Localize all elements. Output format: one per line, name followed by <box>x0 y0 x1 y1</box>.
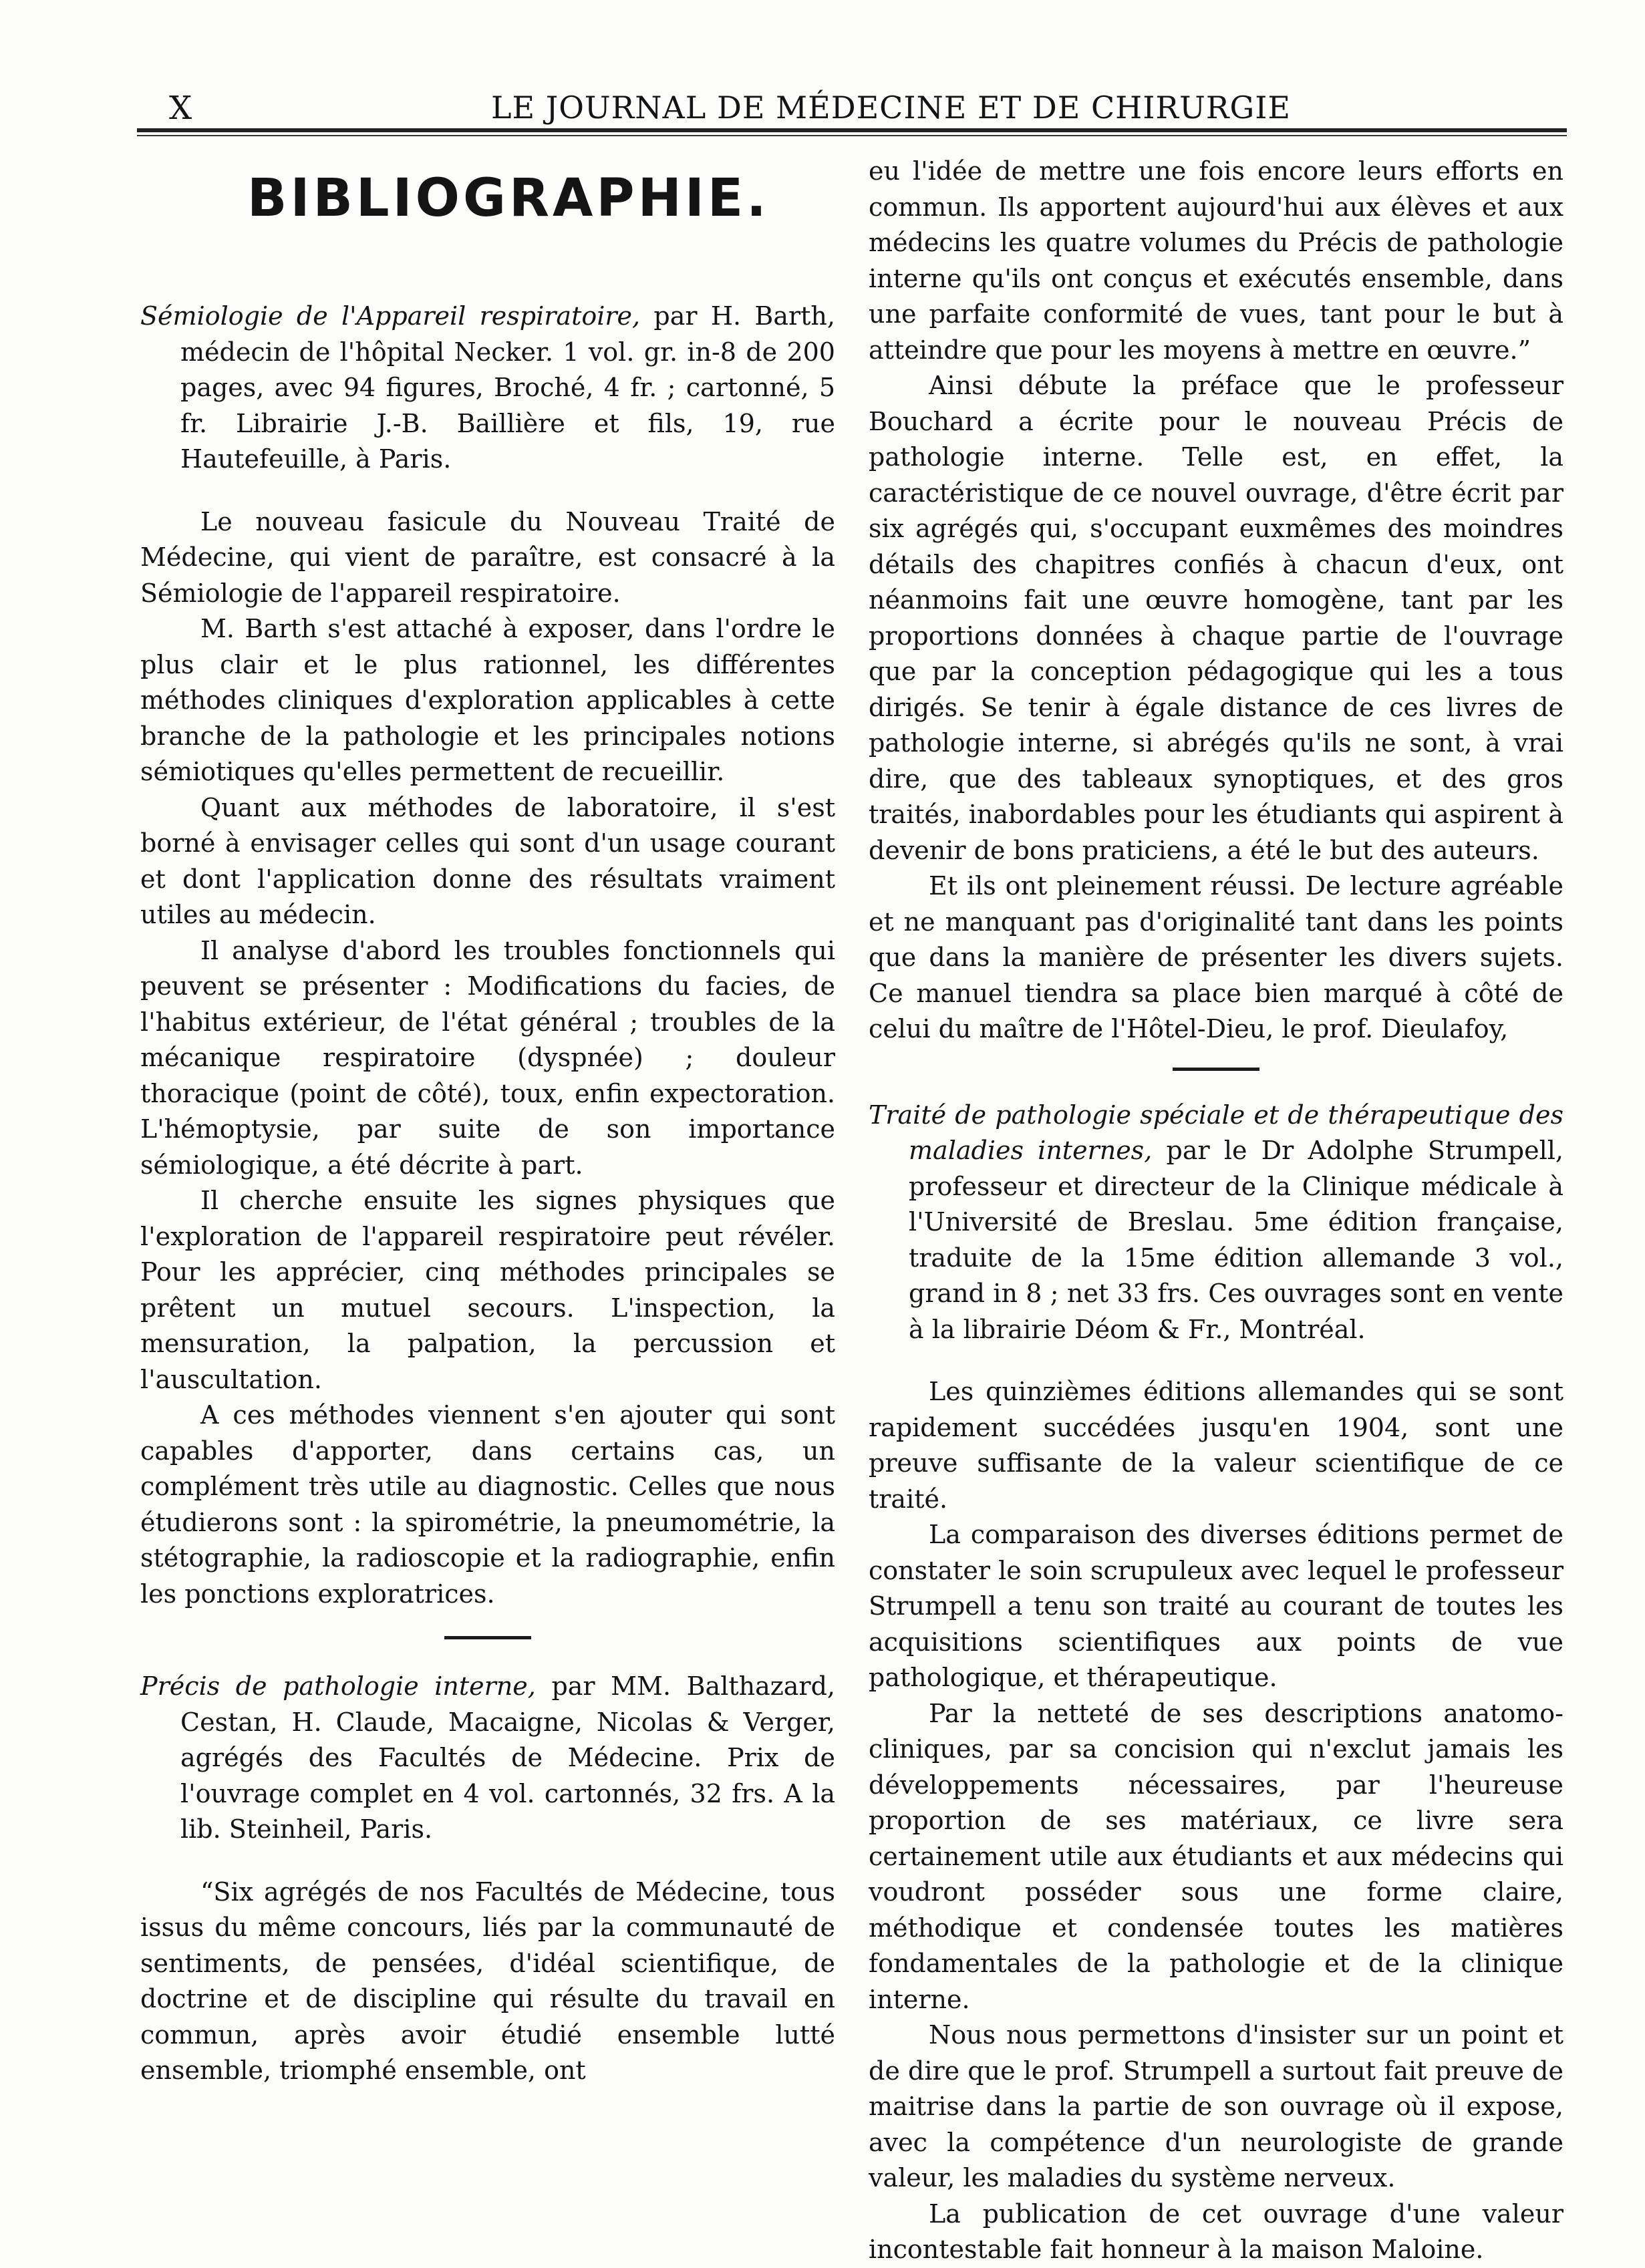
paragraph: Nous nous permettons d'insister sur un point et de dire que le prof. Strumpell a surtout fait preuve de maitrise dans la partie de son ouvrage où il expose, avec la compétence d'un neurologiste de grande valeur, les maladies du système nerveux. <box>869 2020 1563 2193</box>
book-entry-semiologie <box>140 299 835 478</box>
page-number: X <box>169 90 193 127</box>
paragraph: Quant aux méthodes de laboratoire, il s'est borné à envisager celles qui sont d'un usage courant et dont l'application donne des résultats vraiment utiles au médecin. <box>140 792 835 929</box>
journal-title: LE JOURNAL DE MÉDECINE ET DE CHIRURGIE <box>491 90 1291 126</box>
paragraph: La comparaison des diverses éditions permet de constater le soin scrupuleux avec lequel le professeur Strumpell a tenu son traité au courant de toutes les acquisitions scientifiques aux points de vue pathologique, et thérapeutique. <box>869 1520 1563 1692</box>
paragraph: eu l'idée de mettre une fois encore leurs efforts en commun. Ils apportent aujourd'hui aux élèves et aux médecins les quatre volumes du Précis de pathologie interne qu'ils ont conçus et exécutés ensemble, dans une parfaite conformité de vues, tant pour le but à atteindre que pour les moyens à mettre en œuvre.” <box>869 156 1563 365</box>
book-entry-traite <box>869 1098 1563 1348</box>
book-title: Sémiologie de l'Appareil respiratoire, <box>140 301 641 331</box>
book-title: Précis de pathologie interne, <box>140 1671 536 1701</box>
paragraph: Il analyse d'abord les troubles fonctionnels qui peuvent se présenter : Modifications du facies, de l'habitus extérieur, de l'état général ; troubles de la mécanique respiratoire (dyspnée) ; douleur thoracique (point de côté), toux, enfin expectoration. L'hémoptysie, par suite de son importance sémiologique, a été décrite à part. <box>140 935 835 1180</box>
paragraph: M. Barth s'est attaché à exposer, dans l'ordre le plus clair et le plus rationnel, les différentes méthodes cliniques d'exploration applicables à cette branche de la pathologie et les principales notions sémiotiques qu'elles permettent de recueillir. <box>140 614 835 786</box>
paragraph: La publication de cet ouvrage d'une valeur incontestable fait honneur à la maison Maloine. <box>869 2199 1563 2264</box>
page-header <box>137 80 1567 134</box>
section-separator <box>444 1636 531 1639</box>
paragraph: Les quinzièmes éditions allemandes qui se sont rapidement succédées jusqu'en 1904, sont une preuve suffisante de la valeur scientifique de ce traité. <box>869 1377 1563 1514</box>
paragraph: Et ils ont pleinement réussi. De lecture agréable et ne manquant pas d'originalité tant dans les points que dans la manière de présenter les divers sujets. Ce manuel tiendra sa place bien marqué à côté de celui du maître de l'Hôtel-Dieu, le prof. Dieulafoy, <box>869 871 1563 1043</box>
left-column <box>140 157 835 2089</box>
paragraph: Le nouveau fasicule du Nouveau Traité de Médecine, qui vient de paraître, est consacré à la Sémiologie de l'appareil respiratoire. <box>140 506 835 608</box>
paragraph: “Six agrégés de nos Facultés de Médecine, tous issus du même concours, liés par la communauté de sentiments, de pensées, d'idéal scientifique, de doctrine et de discipline qui résulte du travail en commun, après avoir étudié ensemble lutté ensemble, triomphé ensemble, ont <box>140 1877 835 2085</box>
book-details: par le Dr Adolphe Strumpell, professeur et directeur de la Clinique médicale à l'Université de Breslau. 5me édition française, traduite de la 15me édition allemande 3 vol., grand in 8 ; net 33 frs. Ces ouvrages sont en vente à la librairie Déom & Fr., Montréal. <box>909 1136 1564 1344</box>
header-rule <box>137 128 1567 136</box>
book-details: par MM. Balthazard, Cestan, H. Claude, Macaigne, Nicolas & Verger, agrégés des Facultés de Médecine. Prix de l'ouvrage complet en 4 vol. cartonnés, 32 frs. A la lib. Steinheil, Paris. <box>180 1671 835 1844</box>
paragraph: Il cherche ensuite les signes physiques que l'exploration de l'appareil respiratoire peut révéler. Pour les apprécier, cinq méthodes principales se prêtent un mutuel secours. L'inspection, la mensuration, la palpation, la percussion et l'auscultation. <box>140 1186 835 1394</box>
paragraph: Par la netteté de ses descriptions anatomo-cliniques, par sa concision qui n'exclut jamais les développements nécessaires, par l'heureuse proportion de ses matériaux, ce livre sera certainement utile aux étudiants et aux médecins qui voudront posséder sous une forme claire, méthodique et condensée toutes les matières fondamentales de la pathologie et de la clinique interne. <box>869 1698 1563 2014</box>
section-separator <box>1173 1068 1259 1071</box>
right-column <box>869 154 1563 2268</box>
book-title: Traité de pathologie spéciale et de thérapeutique des maladies internes, <box>869 1100 1563 1165</box>
paragraph: Ainsi débute la préface que le professeur Bouchard a écrite pour le nouveau Précis de pathologie interne. Telle est, en effet, la caractéristique de ce nouvel ouvrage, d'être écrit par six agrégés qui, s'occupant euxmêmes des moindres détails des chapitres confiés à chacun d'eux, ont néanmoins fait une œuvre homogène, tant par les proportions données à chaque partie de l'ouvrage que par la conception pédagogique qui les a tous dirigés. Se tenir à égale distance de ces livres de pathologie interne, si abrégés qu'ils ne sont, à vrai dire, que des tableaux synoptiques, et des gros traités, inabordables pour les étudiants qui aspirent à devenir de bons praticiens, a été le but des auteurs. <box>869 371 1563 865</box>
paragraph: A ces méthodes viennent s'en ajouter qui sont capables d'apporter, dans certains cas, un complément très utile au diagnostic. Celles que nous étudierons sont : la spirométrie, la pneumométrie, la stétographie, la radioscopie et la radiographie, enfin les ponctions exploratrices. <box>140 1400 835 1609</box>
section-title: BIBLIOGRAPHIE. <box>247 168 770 228</box>
book-details: par H. Barth, médecin de l'hôpital Necker. 1 vol. gr. in-8 de 200 pages, avec 94 figures, Broché, 4 fr. ; cartonné, 5 fr. Librairie J.-B. Baillière et fils, 19, rue Hautefeuille, à Paris. <box>180 301 835 474</box>
book-entry-precis <box>140 1669 835 1848</box>
